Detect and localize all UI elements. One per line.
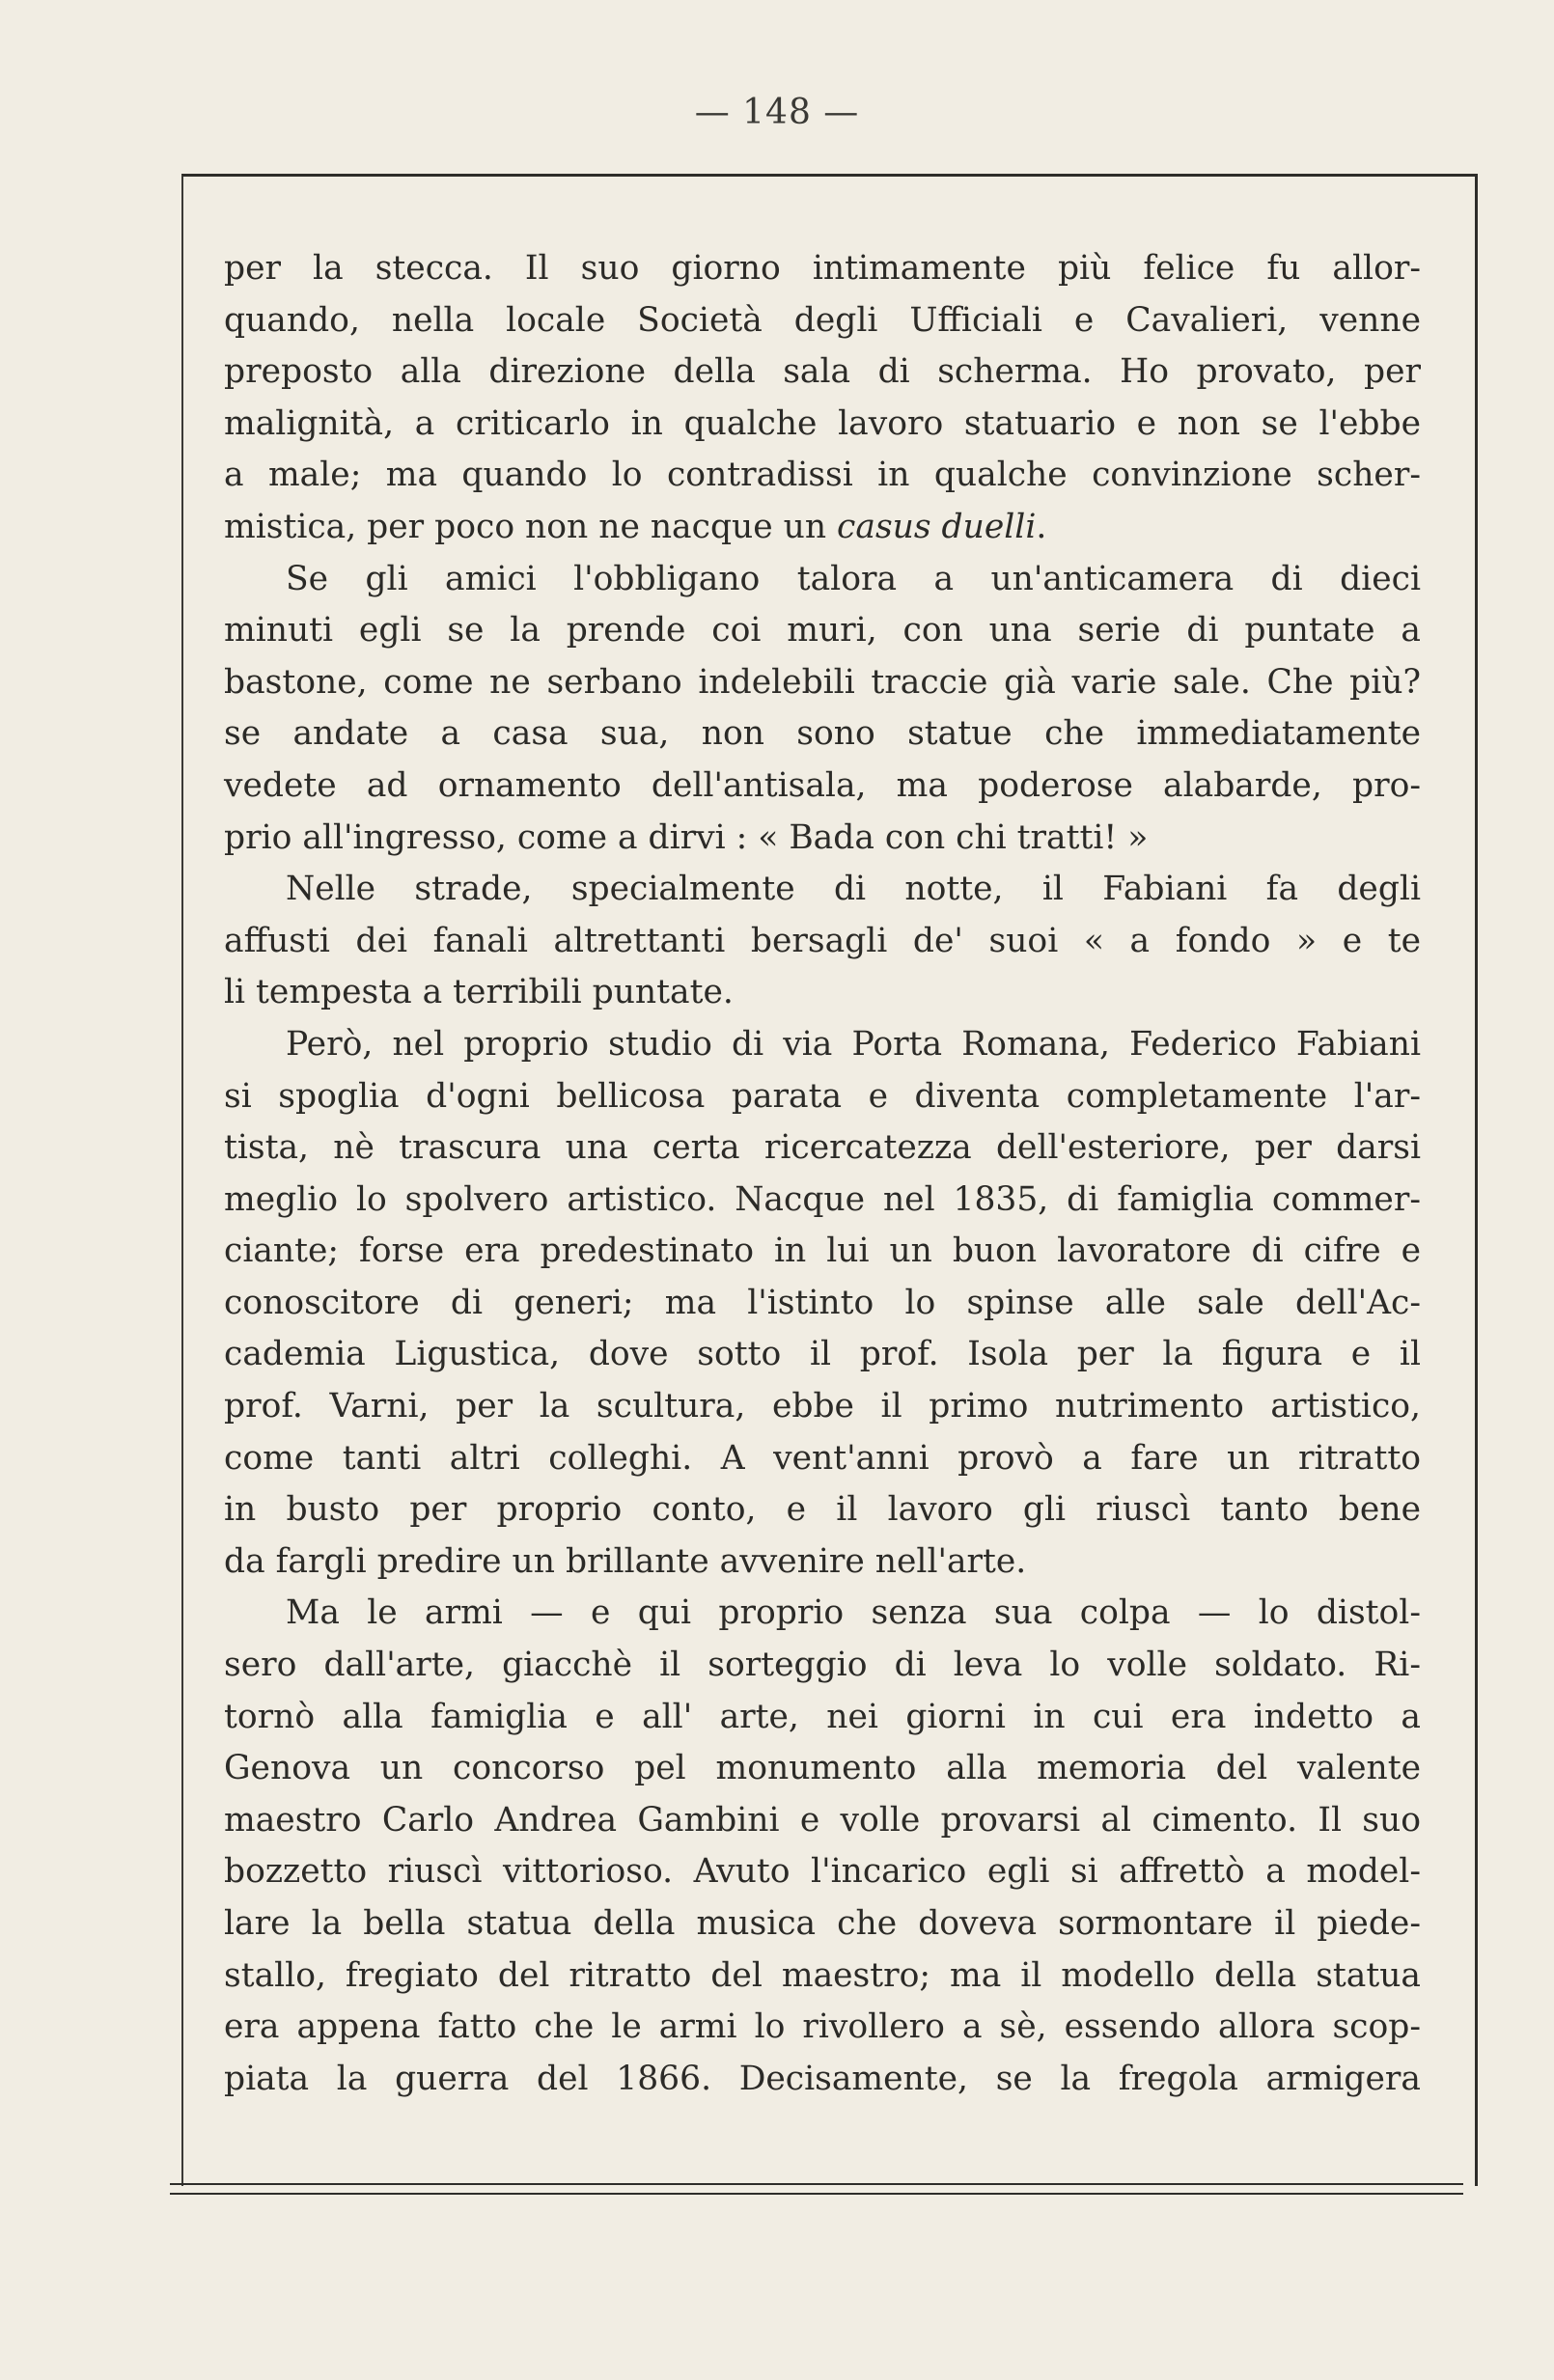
text-line: malignità, a criticarlo in qualche lavoro statuario e non se l'ebbe <box>224 403 1421 443</box>
paragraph-3 <box>224 864 1421 1019</box>
text-line: stallo, fregiato del ritratto del maestro; ma il modello della statua <box>224 1955 1421 1995</box>
text-line: vedete ad ornamento dell'antisala, ma poderose alabarde, pro- <box>224 765 1421 805</box>
text-line: preposto alla direzione della sala di scherma. Ho provato, per <box>224 352 1421 392</box>
text-line: quando, nella locale Società degli Ufficiali e Cavalieri, venne <box>224 300 1421 340</box>
text-line: tornò alla famiglia e all' arte, nei giorni in cui era indetto a <box>224 1697 1421 1736</box>
text-line: conoscitore di generi; ma l'istinto lo spinse alle sale dell'Ac- <box>224 1283 1421 1322</box>
text-line: affusti dei fanali altrettanti bersagli de' suoi « a fondo » e te <box>224 921 1421 960</box>
text-line: prof. Varni, per la scultura, ebbe il primo nutrimento artistico, <box>224 1387 1421 1426</box>
paragraph-1 <box>224 243 1421 554</box>
text-line: meglio lo spolvero artistico. Nacque nel 1835, di famiglia commer- <box>224 1179 1421 1219</box>
text-line: come tanti altri colleghi. A vent'anni provò a fare un ritratto <box>224 1438 1421 1478</box>
frame-bottom-rule <box>170 2183 1463 2185</box>
text-line: in busto per proprio conto, e il lavoro gli riuscì tanto bene <box>224 1490 1421 1530</box>
paragraph-2 <box>224 554 1421 865</box>
text-line: piata la guerra del 1866. Decisamente, se la fregola armigera <box>224 2059 1421 2098</box>
body-text <box>224 243 1421 2105</box>
frame-bottom-rule-lower <box>170 2193 1463 2195</box>
text-line: mistica, per poco non ne nacque un casus duelli. <box>224 507 1047 546</box>
text-line: Genova un concorso pel monumento alla memoria del valente <box>224 1749 1421 1788</box>
text-line: lare la bella statua della musica che doveva sormontare il piede- <box>224 1904 1421 1943</box>
text-line: per la stecca. Il suo giorno intimamente più felice fu allor- <box>224 249 1421 288</box>
text-line: cademia Ligustica, dove sotto il prof. Isola per la figura e il <box>224 1335 1421 1374</box>
text-line: si spoglia d'ogni bellicosa parata e diventa completamente l'ar- <box>224 1076 1421 1116</box>
paragraph-4 <box>224 1019 1421 1589</box>
paragraph-5 <box>224 1588 1421 2105</box>
text-line: minuti egli se la prende coi muri, con una serie di puntate a <box>224 611 1421 650</box>
text-line: prio all'ingresso, come a dirvi : « Bada con chi tratti! » <box>224 817 1149 857</box>
text-line: Nelle strade, specialmente di notte, il Fabiani fa degli <box>286 870 1421 909</box>
text-line: Se gli amici l'obbligano talora a un'anticamera di dieci <box>286 559 1421 598</box>
text-line: Però, nel proprio studio di via Porta Romana, Federico Fabiani <box>286 1024 1421 1064</box>
text-line: li tempesta a terribili puntate. <box>224 973 734 1012</box>
text-line: ciante; forse era predestinato in lui un buon lavoratore di cifre e <box>224 1232 1421 1271</box>
text-line: era appena fatto che le armi lo rivollero a sè, essendo allora scop- <box>224 2007 1421 2047</box>
text-line: Ma le armi — e qui proprio senza sua colpa — lo distol- <box>286 1593 1421 1633</box>
text-line: se andate a casa sua, non sono statue che immediatamente <box>224 714 1421 754</box>
text-line: sero dall'arte, giacchè il sorteggio di leva lo volle soldato. Ri- <box>224 1646 1421 1685</box>
text-line: a male; ma quando lo contradissi in qualche convinzione scher- <box>224 456 1421 495</box>
text-line: maestro Carlo Andrea Gambini e volle provarsi al cimento. Il suo <box>224 1800 1421 1840</box>
text-line: da fargli predire un brillante avvenire nell'arte. <box>224 1541 1027 1581</box>
text-line: bozzetto riuscì vittorioso. Avuto l'incarico egli si affrettò a model- <box>224 1852 1421 1892</box>
text-line: tista, nè trascura una certa ricercatezza dell'esteriore, per darsi <box>224 1128 1421 1168</box>
page-number: — 148 — <box>694 93 860 132</box>
text-line: bastone, come ne serbano indelebili traccie già varie sale. Che più? <box>224 662 1421 702</box>
